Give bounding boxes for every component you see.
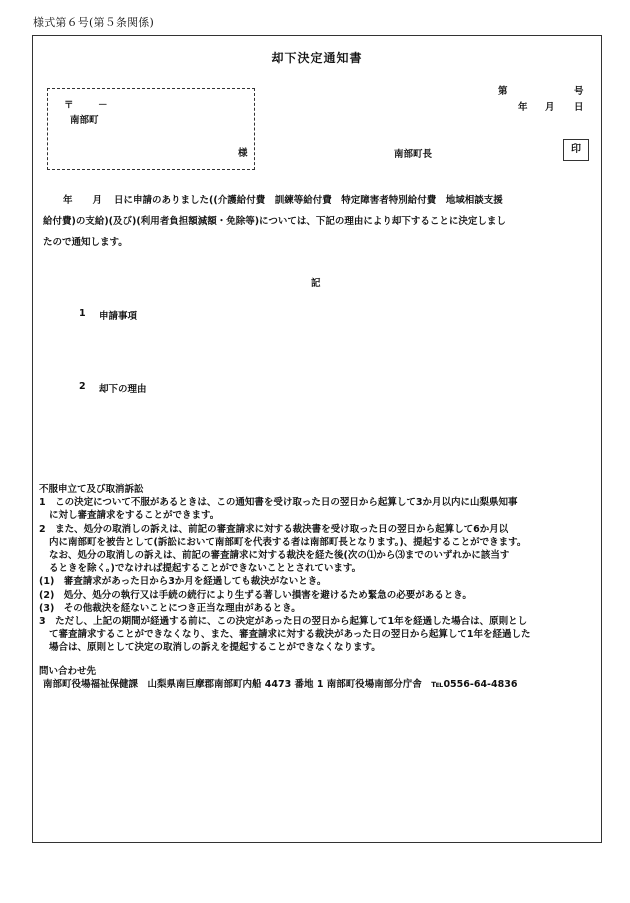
item-2-number: 2: [79, 381, 86, 392]
ki-label: 記: [311, 278, 321, 289]
notes-line: なお、処分の取消しの訴えは、前記の審査請求に対する裁決を経た後(次の⑴から⑶までのいずれかに該当す: [49, 550, 510, 562]
notes-line: に対し審査請求をすることができます。: [49, 510, 220, 522]
date-year-label: 年: [518, 102, 528, 113]
item-2-label: 却下の理由: [99, 384, 147, 395]
body-line-3: たので通知します。: [43, 237, 128, 248]
notes-line: (3) その他裁決を経ないことにつき正当な理由があるとき。: [39, 602, 301, 614]
notes-line: 場合は、原則として決定の取消しの訴えを提起することができなくなります。: [49, 642, 381, 654]
notes-line: 3 ただし、上記の期間が経過する前に、この決定があった日の翌日から起算して1年を経過した場合は、原則とし: [39, 616, 528, 628]
item-1-number: 1: [79, 308, 86, 319]
notes-line: るときを除く。)でなければ提起することができないこととされています。: [49, 563, 362, 575]
notes-heading: 不服申立て及び取消訴訟: [39, 484, 144, 495]
recipient-town: 南部町: [70, 115, 99, 126]
date-day-label: 日: [574, 102, 584, 113]
body-line-1-text: 日に申請のありました((介護給付費 訓練等給付費 特定障害者特別給付費 地域相談支援: [114, 195, 503, 206]
notes-line: 内に南部町を被告として(訴訟において南部町を代表する者は南部町長となります。)、提起することができます。: [49, 536, 527, 548]
number-prefix: 第: [498, 86, 508, 97]
date-month-label: 月: [545, 102, 555, 113]
body-line-1: [63, 190, 503, 211]
recipient-honorific: 様: [238, 148, 248, 159]
appeal-notes: [39, 483, 601, 691]
seal-box: 印: [563, 139, 589, 161]
notes-line: (2) 処分、処分の執行又は手続の続行により生ずる著しい損害を避けるため緊急の必要があるとき。: [39, 589, 472, 601]
notes-line: (1) 審査請求があった日から3か月を経過しても裁決がないとき。: [39, 576, 327, 588]
contact-heading: 問い合わせ先: [39, 665, 97, 677]
document-title: 却下決定通知書: [271, 51, 363, 65]
form-number: 様式第６号(第５条関係): [33, 16, 154, 29]
issuer-name: 南部町長: [394, 149, 433, 160]
number-suffix: 号: [574, 86, 584, 97]
item-1-label: 申請事項: [99, 311, 138, 322]
notes-line: 1 この決定について不服があるときは、この通知書を受け取った日の翌日から起算して3か月以内に山梨県知事: [39, 497, 518, 509]
body-year-label: 年: [63, 195, 73, 206]
notes-line: 2 また、処分の取消しの訴えは、前記の審査請求に対する裁決書を受け取った日の翌日から起算して6か月以: [39, 523, 509, 535]
document-frame: [32, 35, 602, 843]
body-line-2: 給付費)の支給)(及び)(利用者負担額減額・免除等)については、下記の理由により却下することに決定しまし: [43, 216, 506, 227]
recipient-address-box: [47, 88, 255, 170]
contact-detail: 南部町役場福祉保健課 山梨県南巨摩郡南部町内船 4473 番地 1 南部町役場南部分庁舎 ℡0556-64-4836: [43, 678, 518, 690]
postal-dash: －: [98, 100, 108, 111]
postal-mark: 〒: [64, 100, 74, 111]
notes-line: て審査請求することができなくなり、また、審査請求に対する裁決があった日の翌日から起算して1年を経過した: [49, 629, 531, 641]
body-month-label: 月: [92, 195, 103, 206]
